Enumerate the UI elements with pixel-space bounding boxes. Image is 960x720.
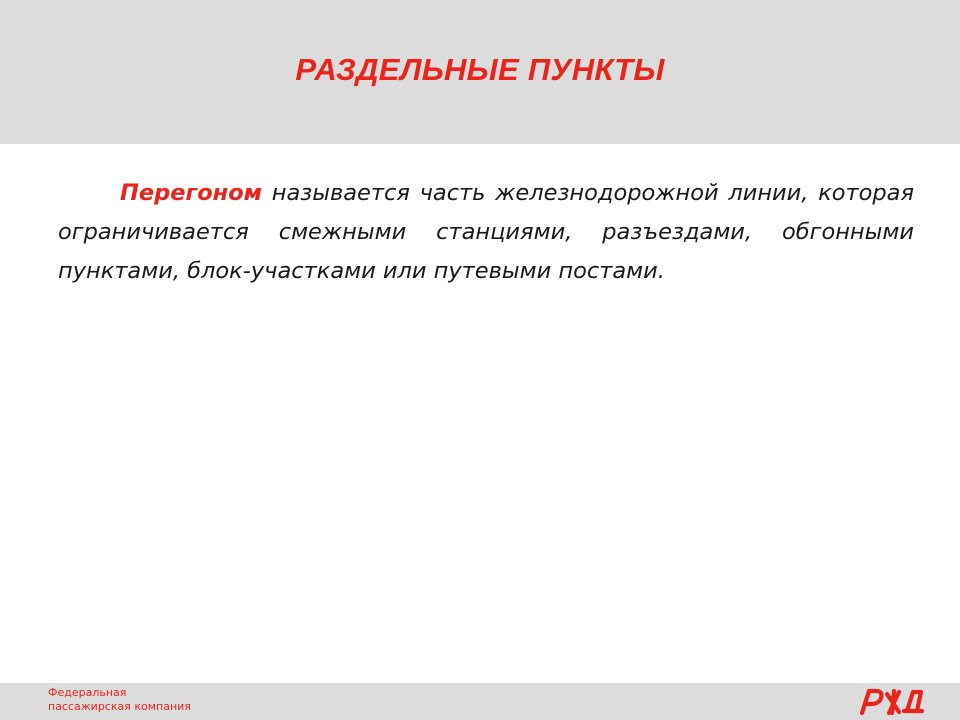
slide-title: РАЗДЕЛЬНЫЕ ПУНКТЫ — [295, 52, 665, 87]
company-name-line-1: Федеральная — [48, 686, 127, 699]
defined-term: Перегоном — [120, 180, 263, 206]
definition-paragraph — [58, 174, 914, 291]
rzd-logo-icon — [856, 686, 928, 716]
definition-text: называется часть железнодорожной линии, которая ограничивается смежными станциями, разъездами, обгонными пунктами, блок-участками или путевыми постами. — [58, 180, 914, 284]
company-name-line-2: пассажирская компания — [48, 700, 191, 713]
